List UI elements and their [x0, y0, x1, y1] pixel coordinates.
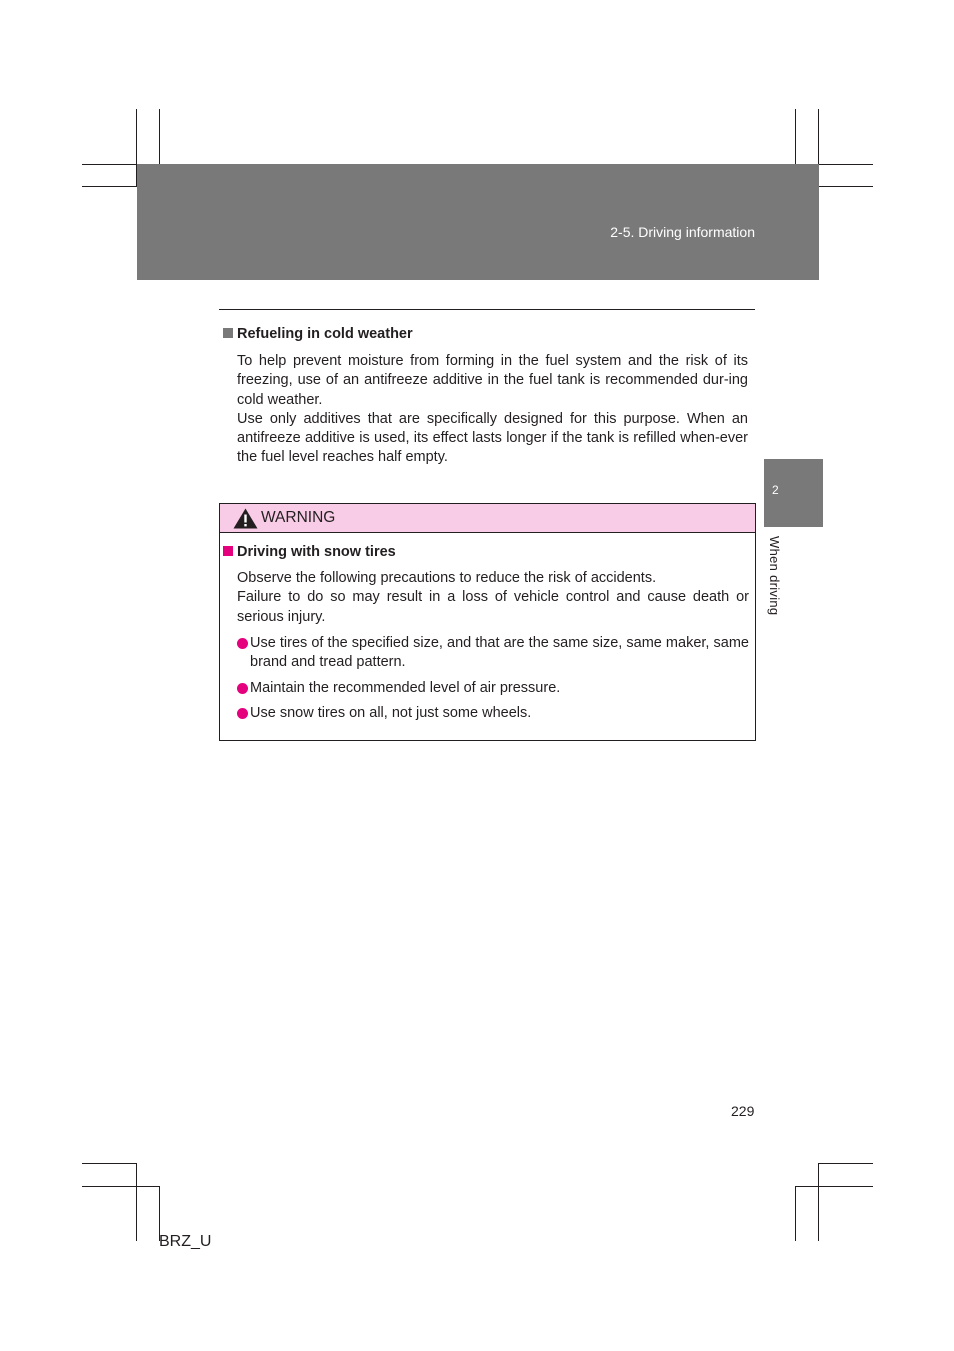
page-number: 229 [731, 1103, 755, 1119]
list-item [237, 634, 749, 673]
list-item-text: Maintain the recommended level of air pressure. [250, 680, 561, 696]
divider-rule [219, 309, 755, 310]
warning-heading [223, 544, 396, 560]
warning-triangle-icon [233, 508, 258, 529]
section-paragraph-2: Use only additives that are specifically designed for this purpose. When an antifreeze additive is used, its effect lasts longer if the tank is refilled when-ever the fuel level reaches half empty. [237, 410, 748, 466]
crop-mark-bl-v1 [136, 1163, 137, 1241]
list-item-text: Use tires of the specified size, and that are the same size, same maker, same brand and tread pattern. [250, 635, 749, 671]
crop-mark-tr-h1 [818, 164, 873, 165]
section-body [237, 352, 748, 468]
crop-mark-br-v2 [795, 1186, 796, 1241]
section-heading-text: Refueling in cold weather [237, 326, 413, 342]
warning-intro-2: Failure to do so may result in a loss of vehicle control and cause death or serious injury. [237, 589, 749, 625]
header-band [137, 164, 819, 280]
crop-mark-bl-h1 [82, 1163, 137, 1164]
warning-intro-1: Observe the following precautions to reduce the risk of accidents. [237, 570, 657, 586]
crop-mark-tl-h2 [82, 186, 137, 187]
crop-mark-tr-v1 [795, 109, 796, 164]
bullet-icon [237, 708, 248, 719]
crop-mark-br-h2 [795, 1186, 873, 1187]
crop-mark-tl-v2 [159, 109, 160, 164]
warning-intro [237, 569, 749, 627]
list-item-text: Use snow tires on all, not just some wheels. [250, 705, 532, 721]
bullet-icon [237, 638, 248, 649]
warning-header [220, 504, 755, 533]
crop-mark-br-v1 [818, 1163, 819, 1241]
section-label: 2-5. Driving information [610, 224, 755, 240]
warning-heading-text: Driving with snow tires [237, 544, 396, 560]
crop-mark-bl-h2 [82, 1186, 160, 1187]
bullet-icon [237, 683, 248, 694]
list-item [237, 704, 749, 723]
warning-title: WARNING [261, 509, 336, 526]
crop-mark-tl-h1 [82, 164, 137, 165]
heading-square-icon [223, 546, 233, 556]
crop-mark-tr-h2 [818, 186, 873, 187]
chapter-label: When driving [767, 536, 782, 616]
section-paragraph-1: To help prevent moisture from forming in the fuel system and the risk of its freezing, use of an antifreeze additive in the fuel tank is recommended dur-ing cold weather. [237, 353, 748, 408]
document-code: BRZ_U [159, 1233, 212, 1250]
heading-square-icon [223, 328, 233, 338]
crop-mark-br-h1 [818, 1163, 873, 1164]
section-heading [223, 326, 413, 342]
list-item [237, 679, 749, 698]
chapter-number: 2 [772, 483, 779, 497]
